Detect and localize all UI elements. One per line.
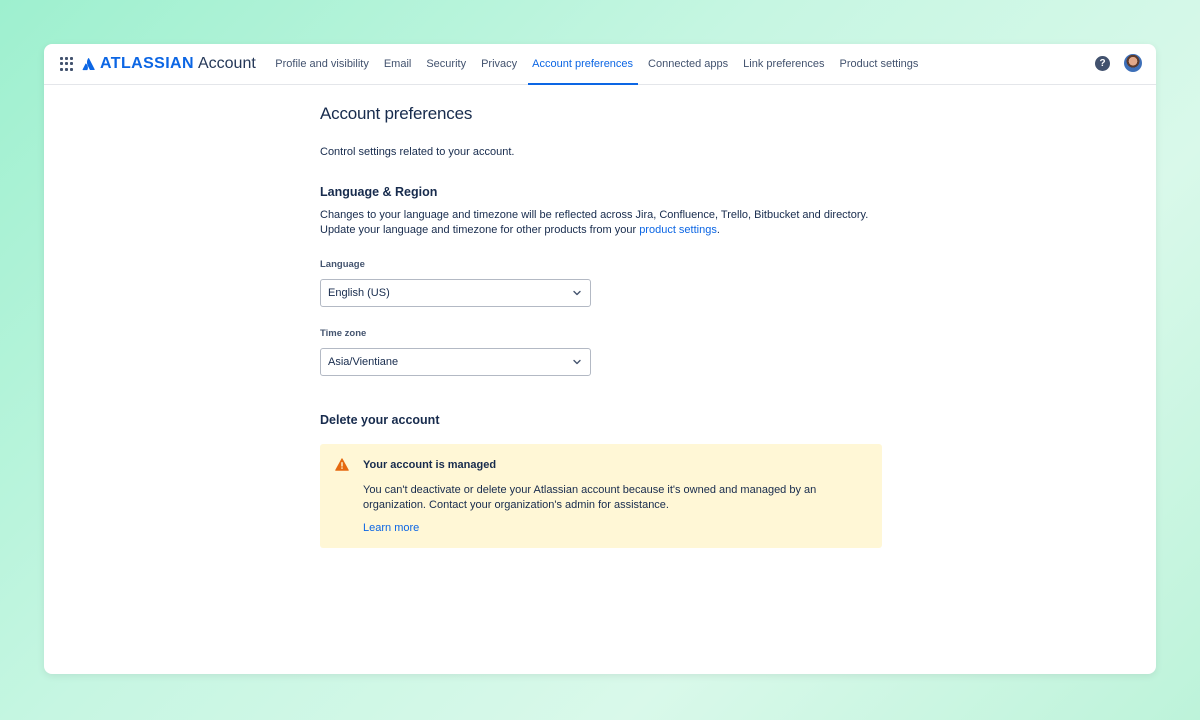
- nav-privacy[interactable]: Privacy: [481, 58, 518, 70]
- language-region-heading: Language & Region: [320, 185, 438, 199]
- avatar[interactable]: [1124, 54, 1142, 72]
- language-select[interactable]: [320, 279, 591, 307]
- page-title: Account preferences: [320, 104, 473, 123]
- nav-connected-apps[interactable]: Connected apps: [648, 58, 729, 70]
- language-label: Language: [320, 259, 365, 270]
- atlassian-wordmark: ATLASSIAN: [100, 55, 194, 72]
- nav-right-actions: [1095, 54, 1142, 72]
- browser-window: [44, 44, 1156, 674]
- language-region-description: [320, 208, 900, 238]
- atlassian-mark-icon: [82, 57, 96, 71]
- language-value: English (US): [328, 287, 390, 299]
- managed-account-banner: [320, 444, 882, 548]
- product-name: Account: [197, 55, 256, 72]
- nav-link-preferences[interactable]: Link preferences: [743, 58, 825, 70]
- banner-title: Your account is managed: [363, 459, 497, 471]
- nav-email[interactable]: Email: [383, 58, 412, 70]
- warning-icon: [335, 458, 349, 476]
- nav-links: [268, 44, 926, 84]
- help-icon[interactable]: ?: [1095, 56, 1110, 71]
- product-settings-link[interactable]: product settings: [639, 224, 717, 236]
- banner-body: You can't deactivate or delete your Atlassian account because it's owned and managed by an organization. Contact your organization's admin for assistance.: [363, 484, 817, 511]
- timezone-value: Asia/Vientiane: [328, 356, 399, 368]
- delete-account-heading: Delete your account: [320, 413, 440, 427]
- nav-product-settings[interactable]: Product settings: [839, 58, 919, 70]
- atlassian-logo[interactable]: [82, 55, 256, 73]
- timezone-select[interactable]: [320, 348, 591, 376]
- description-line-2: [320, 223, 900, 238]
- learn-more-link[interactable]: Learn more: [363, 522, 420, 534]
- page-intro: Control settings related to your account.: [320, 146, 515, 158]
- timezone-label: Time zone: [320, 328, 367, 339]
- description-prefix: Update your language and timezone for other products from your: [320, 224, 640, 236]
- nav-security[interactable]: Security: [426, 58, 467, 70]
- main-content: [320, 104, 900, 548]
- description-suffix: .: [716, 224, 720, 236]
- nav-account-preferences[interactable]: Account preferences: [525, 44, 641, 84]
- chevron-down-icon: [572, 357, 582, 367]
- top-navigation: [44, 44, 1156, 85]
- chevron-down-icon: [572, 288, 582, 298]
- nav-profile-and-visibility[interactable]: Profile and visibility: [275, 58, 369, 70]
- description-line-1: Changes to your language and timezone will be reflected across Jira, Confluence, Trello, Bitbucket and directory.: [320, 209, 869, 221]
- app-switcher-icon[interactable]: [60, 57, 74, 71]
